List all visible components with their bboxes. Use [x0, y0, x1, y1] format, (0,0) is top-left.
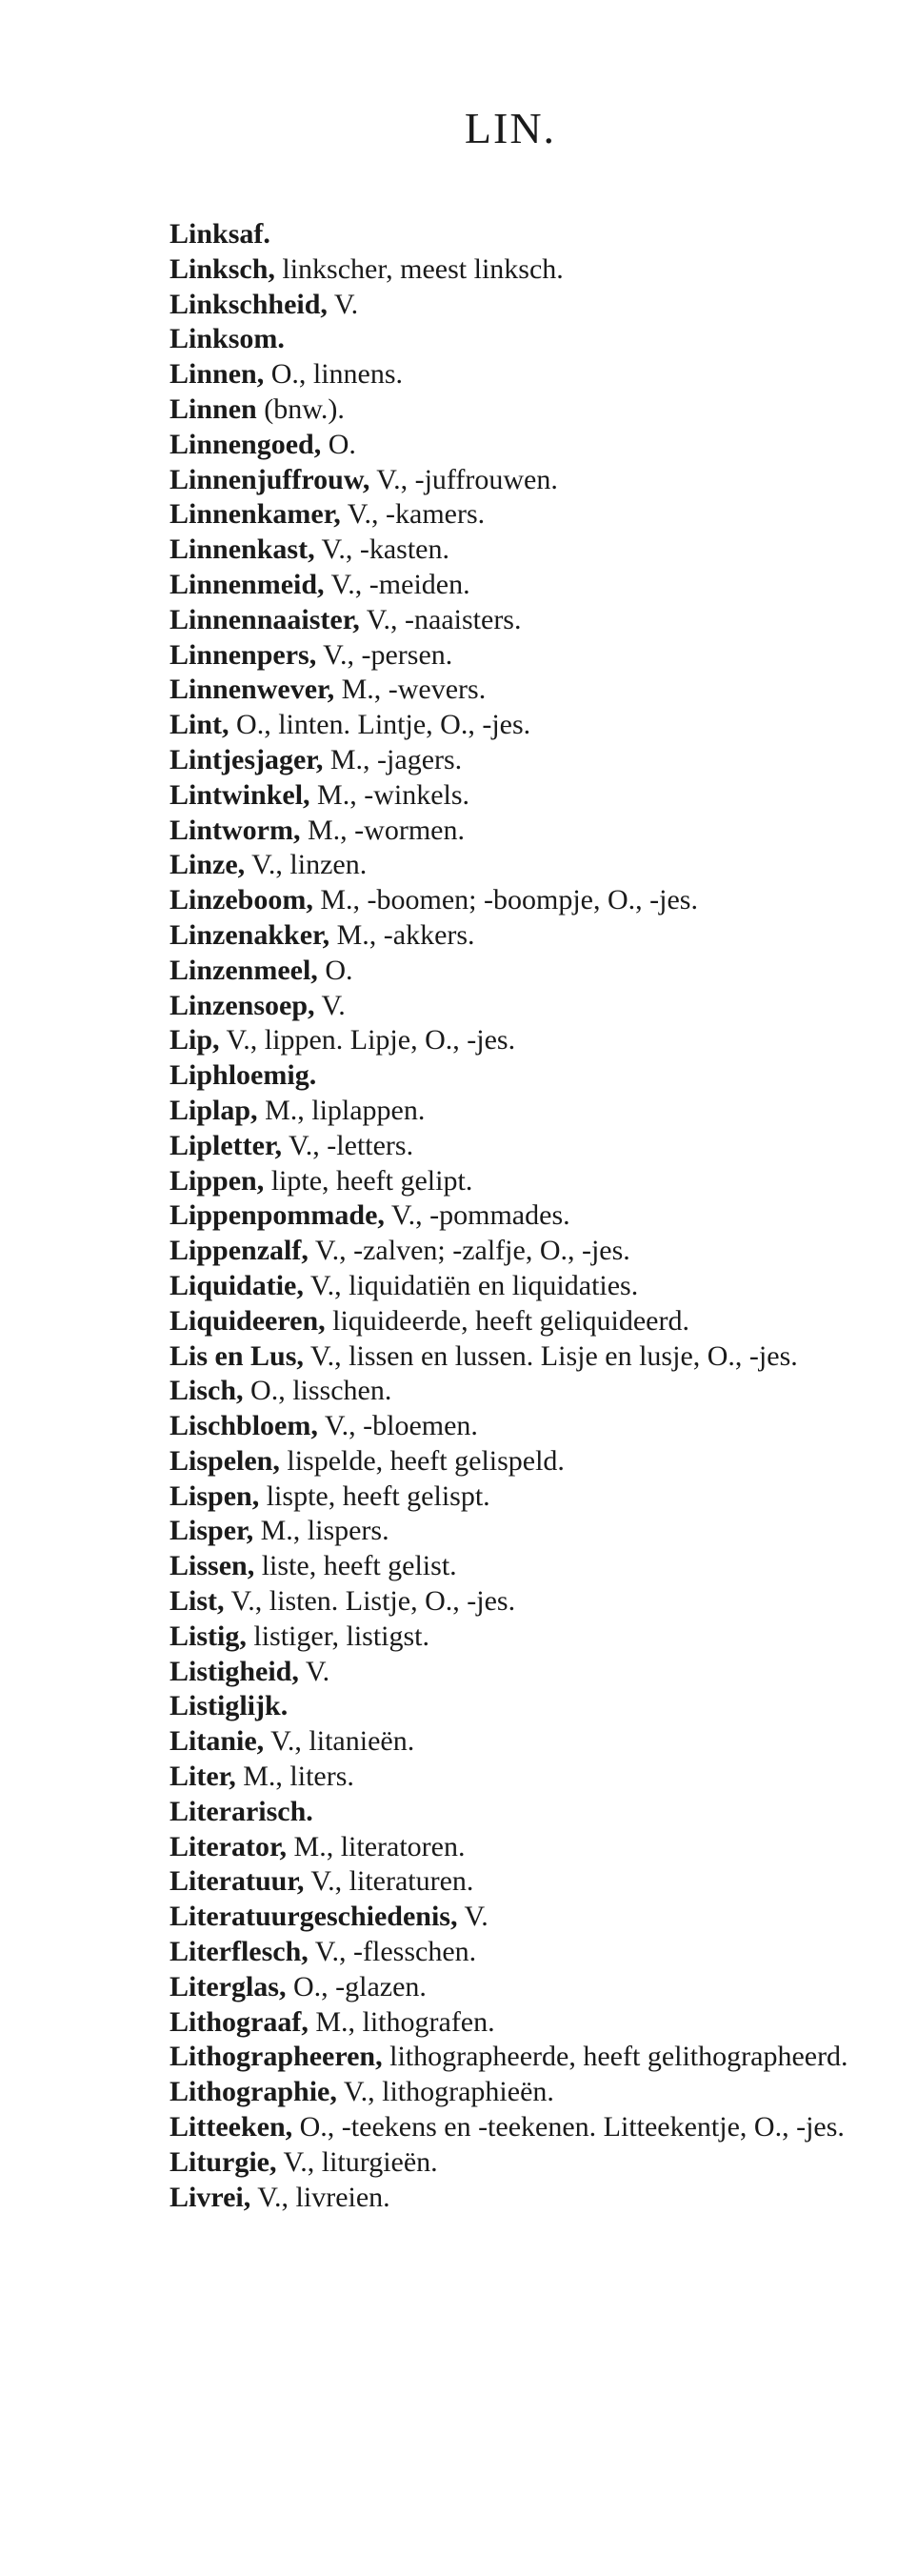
entry-headword: Linnenpers,: [169, 638, 317, 671]
entry-headword: Lintjesjager,: [169, 743, 324, 775]
entry-headword: Listiglijk.: [169, 1690, 289, 1722]
dictionary-entry: [169, 603, 855, 638]
entry-headword: Lispen,: [169, 1479, 260, 1512]
entry-headword: Listigheid,: [169, 1655, 299, 1687]
entry-headword: Lisch,: [169, 1375, 244, 1407]
entry-definition: (bnw.).: [256, 392, 345, 425]
dictionary-entry: [169, 2005, 855, 2041]
entry-headword: Litanie,: [169, 1725, 265, 1758]
entry-definition: V., -flesschen.: [308, 1936, 477, 1968]
entry-definition: O., linten. Lintje, O., -jes.: [229, 709, 531, 741]
entry-headword: Literglas,: [169, 1970, 287, 2002]
dictionary-entry: [169, 1514, 855, 1549]
entry-definition: lipte, heeft gelipt.: [264, 1164, 473, 1197]
entry-headword: Literator,: [169, 1830, 288, 1862]
dictionary-entry: [169, 1900, 855, 1935]
dictionary-entry: [169, 2110, 855, 2145]
dictionary-entry: [169, 814, 855, 849]
entry-definition: lispelde, heeft gelispeld.: [279, 1444, 565, 1477]
entry-headword: Listig,: [169, 1620, 247, 1652]
entry-headword: Liturgie,: [169, 2145, 277, 2178]
entry-definition: M., liters.: [235, 1761, 354, 1793]
dictionary-entry: [169, 1058, 855, 1094]
dictionary-entry: [169, 1304, 855, 1339]
entry-definition: V., -meiden.: [324, 568, 470, 600]
entry-headword: List,: [169, 1585, 225, 1618]
entry-headword: Lischbloem,: [169, 1410, 318, 1442]
dictionary-entry: [169, 989, 855, 1024]
entry-definition: M., -boomen; -boompje, O., -jes.: [312, 884, 698, 916]
entry-headword: Linzenakker,: [169, 918, 330, 951]
dictionary-entry: [169, 392, 855, 428]
dictionary-entry: [169, 883, 855, 918]
entry-headword: Lithograaf,: [169, 2005, 309, 2038]
entry-definition: M., lispers.: [253, 1515, 389, 1547]
entry-headword: Linze,: [169, 849, 246, 881]
entry-definition: liquideerde, heeft geliquideerd.: [325, 1304, 689, 1337]
entry-definition: M., -winkels.: [309, 778, 470, 811]
dictionary-entry: [169, 322, 855, 357]
dictionary-entry: [169, 497, 855, 533]
dictionary-entry: [169, 848, 855, 883]
entry-headword: Liquidatie,: [169, 1269, 304, 1301]
entry-definition: M., -wormen.: [300, 814, 465, 846]
entry-headword: Liplap,: [169, 1094, 258, 1126]
entry-headword: Lint,: [169, 709, 229, 741]
dictionary-entry: [169, 1795, 855, 1830]
dictionary-entry: [169, 1935, 855, 1970]
entry-definition: lithographeerde, heeft gelithographeerd.: [382, 2041, 848, 2073]
entry-definition: V., -kasten.: [314, 533, 449, 566]
entry-headword: Linksom.: [169, 323, 285, 355]
entry-definition: V., -zalven; -zalfje, O., -jes.: [308, 1235, 630, 1267]
entry-headword: Lintwinkel,: [169, 778, 310, 811]
entry-definition: V., liturgieën.: [276, 2145, 438, 2178]
entry-headword: Linkschheid,: [169, 288, 328, 320]
dictionary-entry: [169, 1549, 855, 1584]
dictionary-entry: [169, 1269, 855, 1304]
entry-headword: Linzenmeel,: [169, 954, 318, 986]
entry-headword: Linzeboom,: [169, 884, 313, 916]
entry-headword: Livrei,: [169, 2181, 251, 2213]
entry-headword: Liquideeren,: [169, 1304, 326, 1337]
entry-definition: O., -teekens en -teekenen. Litteekentje, O., -jes.: [292, 2111, 845, 2143]
dictionary-entries: [169, 217, 855, 2215]
dictionary-entry: [169, 954, 855, 989]
dictionary-entry: [169, 1760, 855, 1795]
entry-definition: linkscher, meest linksch.: [274, 252, 564, 285]
entry-headword: Lithographeeren,: [169, 2041, 383, 2073]
dictionary-entry: [169, 252, 855, 288]
dictionary-entry: [169, 533, 855, 568]
entry-definition: M., literatoren.: [287, 1830, 466, 1862]
entry-headword: Literatuurgeschiedenis,: [169, 1901, 458, 1933]
dictionary-entry: [169, 1479, 855, 1515]
dictionary-entry: [169, 673, 855, 708]
entry-definition: V., -naaisters.: [359, 603, 522, 635]
dictionary-entry: [169, 1864, 855, 1900]
entry-definition: V., liquidatiën en liquidaties.: [303, 1269, 639, 1301]
entry-headword: Linnenmeid,: [169, 568, 325, 600]
entry-headword: Literatuur,: [169, 1865, 305, 1898]
entry-definition: V.: [298, 1655, 330, 1687]
dictionary-entry: [169, 1198, 855, 1234]
dictionary-entry: [169, 568, 855, 603]
dictionary-entry: [169, 743, 855, 778]
entry-definition: lispte, heeft gelispt.: [259, 1479, 490, 1512]
entry-headword: Linnenjuffrouw,: [169, 463, 370, 495]
entry-definition: liste, heeft gelist.: [254, 1550, 457, 1582]
dictionary-entry: [169, 463, 855, 498]
entry-definition: M., -jagers.: [323, 743, 463, 775]
entry-definition: V., litanieën.: [264, 1725, 415, 1758]
dictionary-entry: [169, 638, 855, 674]
dictionary-entry: [169, 428, 855, 463]
entry-definition: V., literaturen.: [304, 1865, 474, 1898]
entry-definition: V., lippen. Lipje, O., -jes.: [219, 1024, 516, 1057]
entry-headword: Linksaf.: [169, 218, 270, 250]
entry-definition: O., -glazen.: [286, 1970, 427, 2002]
entry-headword: Linnengoed,: [169, 428, 322, 460]
entry-definition: listiger, listigst.: [246, 1620, 430, 1652]
dictionary-entry: [169, 2075, 855, 2110]
dictionary-entry: [169, 1584, 855, 1620]
entry-headword: Lippenzalf,: [169, 1235, 309, 1267]
dictionary-entry: [169, 918, 855, 954]
entry-headword: Liter,: [169, 1761, 236, 1793]
dictionary-entry: [169, 288, 855, 323]
entry-headword: Linnenkamer,: [169, 498, 341, 531]
dictionary-entry: [169, 1409, 855, 1444]
page-title: LIN.: [464, 104, 557, 152]
entry-definition: O.: [317, 954, 353, 986]
dictionary-entry: [169, 1164, 855, 1199]
dictionary-entry: [169, 2145, 855, 2181]
entry-definition: V., -persen.: [316, 638, 453, 671]
entry-definition: M., liplappen.: [257, 1094, 426, 1126]
dictionary-entry: [169, 1374, 855, 1409]
dictionary-entry: [169, 1234, 855, 1269]
entry-headword: Lintworm,: [169, 814, 301, 846]
dictionary-entry: [169, 1724, 855, 1760]
dictionary-entry: [169, 708, 855, 743]
dictionary-entry: [169, 2181, 855, 2216]
entry-headword: Linnen,: [169, 358, 265, 391]
dictionary-entry: [169, 2040, 855, 2075]
dictionary-entry: [169, 1023, 855, 1058]
dictionary-entry: [169, 1094, 855, 1129]
entry-headword: Lissen,: [169, 1550, 255, 1582]
dictionary-entry: [169, 1620, 855, 1655]
dictionary-entry: [169, 778, 855, 814]
entry-definition: V.: [314, 989, 346, 1021]
entry-definition: V., linzen.: [245, 849, 368, 881]
entry-definition: V., lissen en lussen. Lisje en lusje, O., -jes.: [303, 1339, 798, 1372]
entry-definition: M., -akkers.: [329, 918, 475, 951]
entry-headword: Liphloemig.: [169, 1059, 317, 1092]
entry-definition: V.: [457, 1901, 488, 1933]
entry-headword: Linnenkast,: [169, 533, 315, 566]
entry-definition: V., -bloemen.: [317, 1410, 478, 1442]
entry-headword: Linnen: [169, 392, 257, 425]
entry-definition: M., -wevers.: [334, 674, 487, 706]
entry-headword: Literarisch.: [169, 1795, 313, 1827]
dictionary-entry: [169, 1970, 855, 2005]
entry-headword: Linnenwever,: [169, 674, 335, 706]
entry-definition: V., -letters.: [282, 1129, 414, 1161]
entry-definition: V., livreien.: [250, 2181, 390, 2213]
entry-headword: Lip,: [169, 1024, 220, 1057]
dictionary-entry: [169, 1830, 855, 1865]
dictionary-entry: [169, 1129, 855, 1164]
dictionary-entry: [169, 1655, 855, 1690]
dictionary-entry: [169, 357, 855, 392]
dictionary-entry: [169, 217, 855, 252]
entry-definition: O., lisschen.: [243, 1375, 392, 1407]
entry-headword: Lithographie,: [169, 2076, 337, 2108]
entry-headword: Lippen,: [169, 1164, 265, 1197]
entry-headword: Linksch,: [169, 252, 275, 285]
entry-headword: Linnennaaister,: [169, 603, 360, 635]
entry-headword: Linzensoep,: [169, 989, 315, 1021]
dictionary-entry: [169, 1444, 855, 1479]
entry-definition: V., -kamers.: [340, 498, 486, 531]
entry-headword: Litteeken,: [169, 2111, 293, 2143]
entry-definition: V., listen. Listje, O., -jes.: [224, 1585, 516, 1618]
entry-headword: Lipletter,: [169, 1129, 283, 1161]
entry-definition: V., -pommades.: [384, 1199, 570, 1232]
dictionary-entry: [169, 1339, 855, 1375]
entry-headword: Literflesch,: [169, 1936, 309, 1968]
entry-definition: M., lithografen.: [308, 2005, 495, 2038]
entry-headword: Lispelen,: [169, 1444, 280, 1477]
entry-headword: Lis en Lus,: [169, 1339, 304, 1372]
entry-headword: Lisper,: [169, 1515, 254, 1547]
entry-headword: Lippenpommade,: [169, 1199, 385, 1232]
entry-definition: O.: [321, 428, 356, 460]
dictionary-entry: [169, 1689, 855, 1724]
entry-definition: V.: [327, 288, 359, 320]
entry-definition: O., linnens.: [264, 358, 404, 391]
entry-definition: V., lithographieën.: [336, 2076, 554, 2108]
entry-definition: V., -juffrouwen.: [369, 463, 558, 495]
